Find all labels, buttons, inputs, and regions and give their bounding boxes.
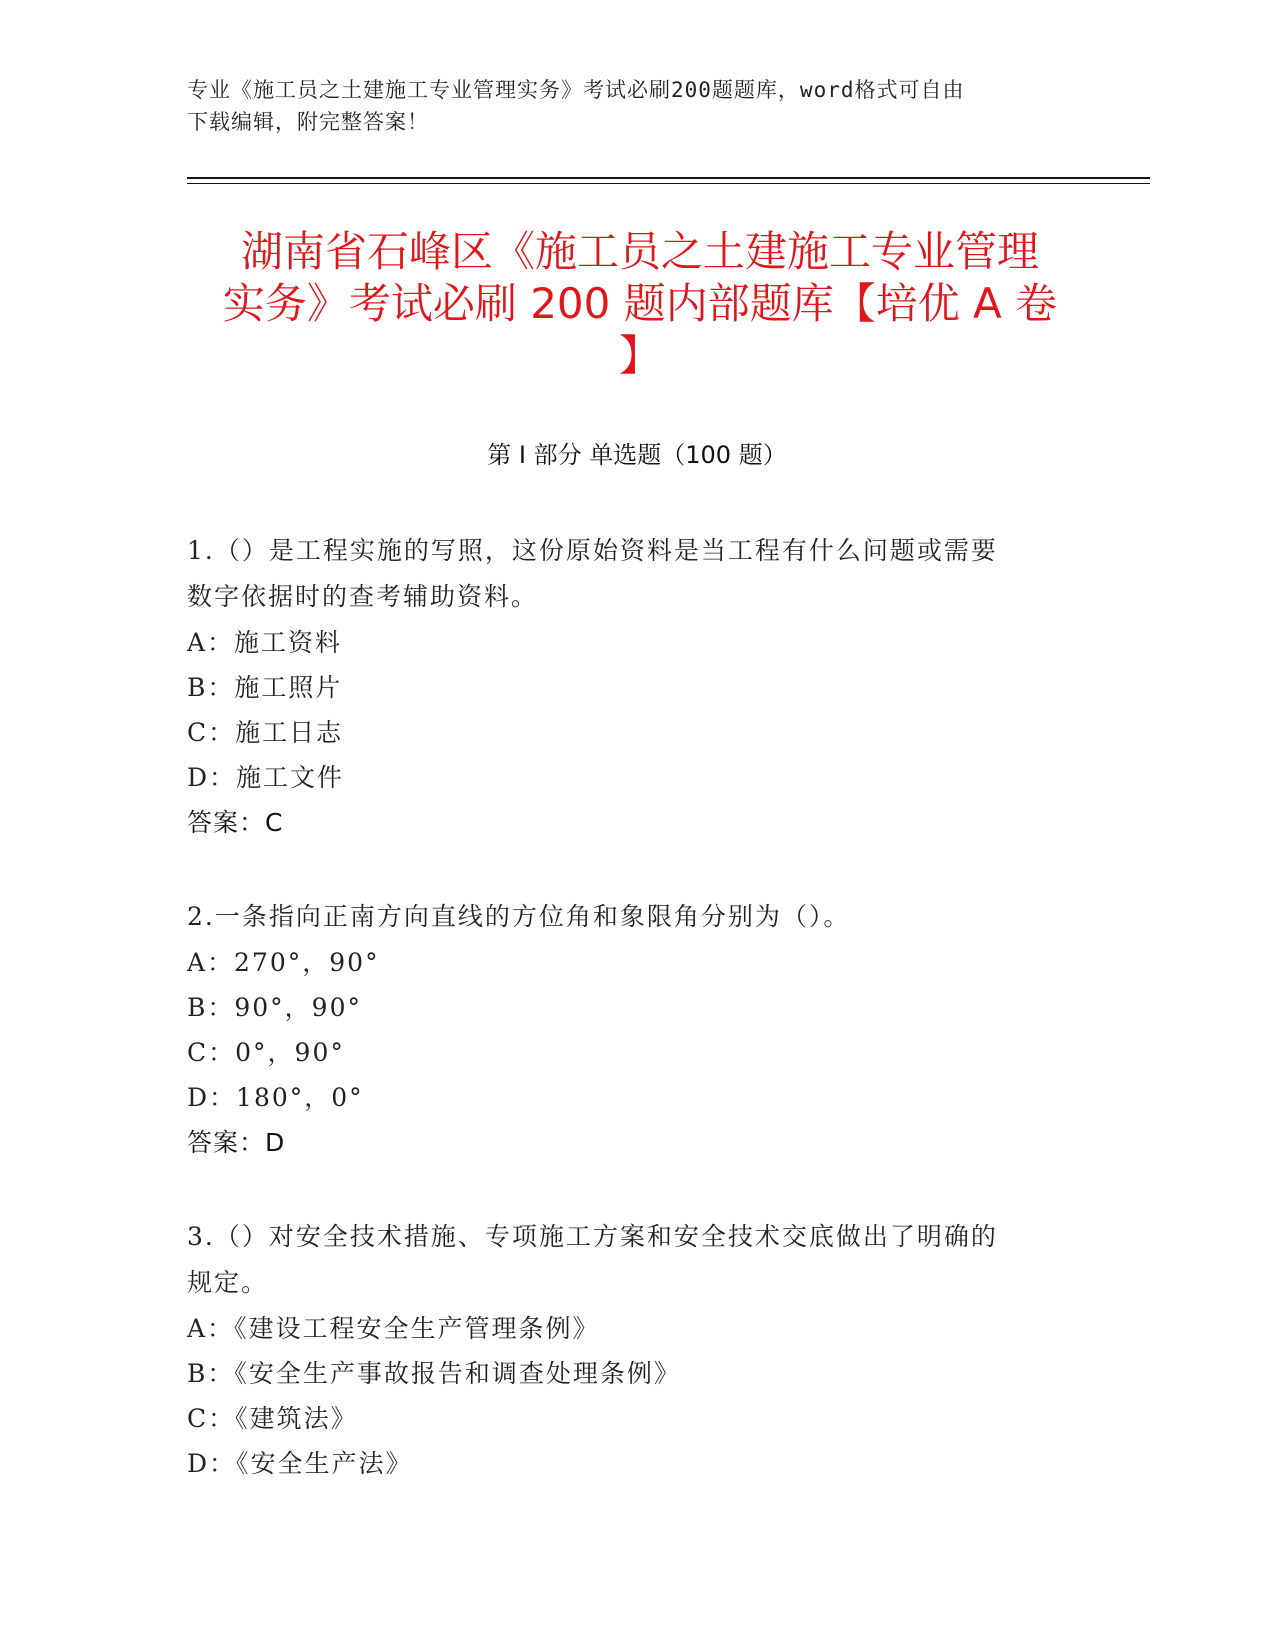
option-d: D：180°，0° [187, 1083, 364, 1112]
question-2 [187, 894, 1077, 1166]
option-a: A：施工资料 [187, 628, 343, 657]
option-a: A：《建设工程安全生产管理条例》 [187, 1314, 600, 1343]
document-title-line-2: 实务》考试必刷 200 题内部题库【培优 A 卷 [222, 279, 1058, 328]
document-title [190, 226, 1090, 382]
option-b: B：90°，90° [187, 993, 362, 1022]
question-stem: 2.一条指向正南方向直线的方位角和象限角分别为（）。 [187, 902, 851, 931]
header-divider-thin [187, 183, 1150, 184]
question-stem-continued: 规定。 [187, 1268, 269, 1297]
answer: 答案：D [187, 1128, 286, 1157]
option-d: D：《安全生产法》 [187, 1449, 413, 1478]
document-title-line-3: 】 [618, 331, 661, 380]
header-note-line-2: 下载编辑，附完整答案！ [187, 110, 429, 134]
question-stem-continued: 数字依据时的查考辅助资料。 [187, 582, 539, 611]
option-b: B：施工照片 [187, 673, 343, 702]
option-b: B：《安全生产事故报告和调查处理条例》 [187, 1359, 681, 1388]
option-d: D：施工文件 [187, 763, 345, 792]
question-stem: 1.（）是工程实施的写照，这份原始资料是当工程有什么问题或需要 [187, 536, 998, 565]
header-divider-thick [187, 177, 1150, 179]
question-1 [187, 528, 1077, 846]
question-3 [187, 1214, 1077, 1486]
question-stem: 3.（）对安全技术措施、专项施工方案和安全技术交底做出了明确的 [187, 1222, 998, 1251]
header-note [187, 74, 1067, 138]
option-c: C：0°，90° [187, 1038, 345, 1067]
option-c: C：施工日志 [187, 718, 344, 747]
document-title-line-1: 湖南省石峰区《施工员之土建施工专业管理 [240, 227, 1039, 276]
section-heading: 第 I 部分 单选题（100 题） [487, 441, 787, 469]
question-list [187, 528, 1077, 1534]
header-note-line-1: 专业《施工员之土建施工专业管理实务》考试必刷200题题库，word格式可自由 [187, 78, 965, 102]
option-a: A：270°，90° [187, 948, 380, 977]
answer: 答案：C [187, 808, 284, 837]
option-c: C：《建筑法》 [187, 1404, 358, 1433]
